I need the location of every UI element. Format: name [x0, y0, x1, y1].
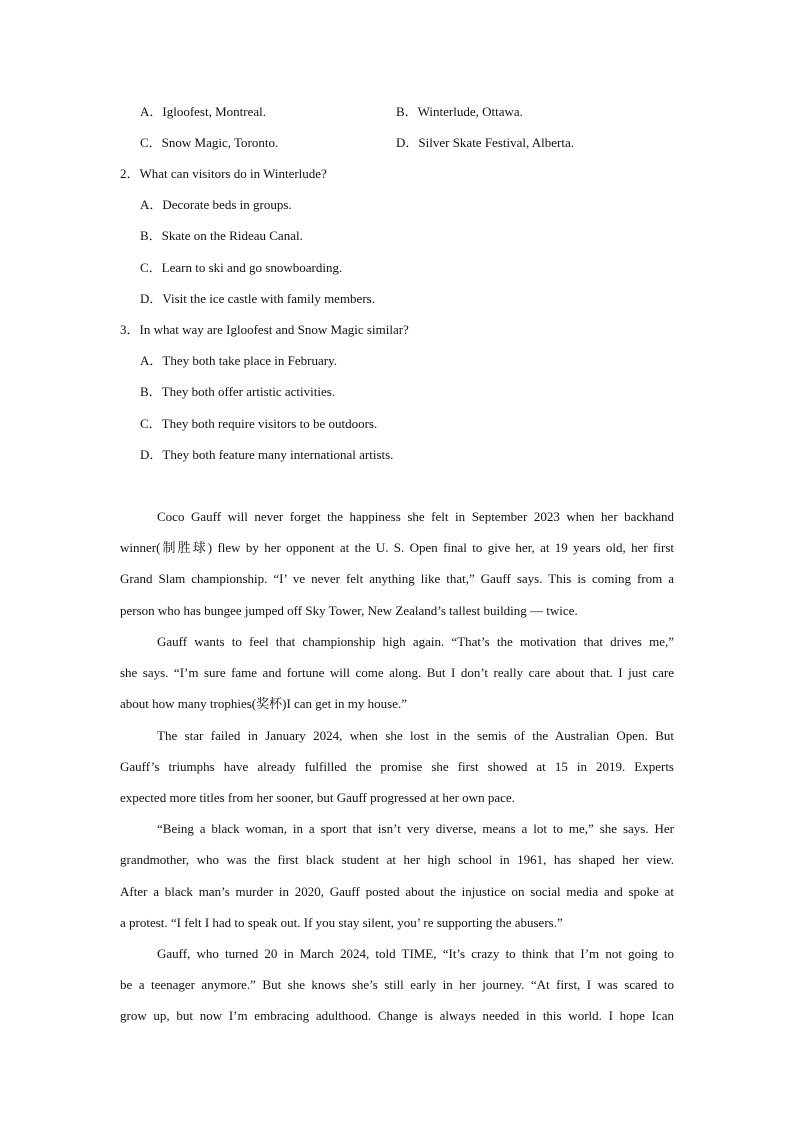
passage-line: Grand Slam championship. “I’ ve never felt anything like that,” Gauff says. This is coming from a	[120, 571, 674, 586]
passage-line: grandmother, who was the first black student at her high school in 1961, has shaped her view.	[120, 852, 674, 867]
passage-line: winner(制胜球) flew by her opponent at the U. S. Open final to give her, at 19 years old, her first	[120, 540, 674, 555]
passage-line: Coco Gauff will never forget the happiness she felt in September 2023 when her backhand	[157, 509, 674, 524]
q1-option-a: A．Igloofest, Montreal.	[140, 104, 267, 119]
q3-question: 3．In what way are Igloofest and Snow Magic similar?	[120, 322, 409, 337]
q2-option-c: C．Learn to ski and go snowboarding.	[140, 260, 343, 275]
passage-line: Gauff wants to feel that championship high again. “That’s the motivation that drives me,”	[157, 634, 674, 649]
passage-line: expected more titles from her sooner, but Gauff progressed at her own pace.	[120, 790, 515, 805]
q2-option-a: A．Decorate beds in groups.	[140, 197, 292, 212]
q3-option-b: B．They both offer artistic activities.	[140, 384, 336, 399]
passage-line: be a teenager anymore.” But she knows she’s still early in her journey. “At first, I was scared to	[120, 977, 674, 992]
passage-line: After a black man’s murder in 2020, Gauff posted about the injustice on social media and spoke at	[120, 884, 674, 899]
q1-option-d: D．Silver Skate Festival, Alberta.	[396, 135, 575, 150]
passage-line: person who has bungee jumped off Sky Tower, New Zealand’s tallest building — twice.	[120, 603, 578, 618]
q3-option-a: A．They both take place in February.	[140, 353, 337, 368]
passage-line: a protest. “I felt I had to speak out. If you stay silent, you’ re supporting the abusers.”	[120, 915, 563, 930]
passage-line: she says. “I’m sure fame and fortune will come along. But I don’t really care about that. I just care	[120, 665, 674, 680]
passage-line: Gauff, who turned 20 in March 2024, told TIME, “It’s crazy to think that I’m not going to	[157, 946, 674, 961]
q2-option-b: B．Skate on the Rideau Canal.	[140, 228, 303, 243]
q2-option-d: D．Visit the ice castle with family members.	[140, 291, 375, 306]
q3-option-c: C．They both require visitors to be outdoors.	[140, 416, 378, 431]
q1-option-c: C．Snow Magic, Toronto.	[140, 135, 279, 150]
q3-option-d: D．They both feature many international artists.	[140, 447, 394, 462]
q1-option-b: B．Winterlude, Ottawa.	[396, 104, 523, 119]
passage-line: about how many trophies(奖杯)I can get in my house.”	[120, 696, 408, 711]
q2-question: 2．What can visitors do in Winterlude?	[120, 166, 327, 181]
passage-line: Gauff’s triumphs have already fulfilled the promise she first showed at 15 in 2019. Experts	[120, 759, 674, 774]
passage-line: grow up, but now I’m embracing adulthood. Change is always needed in this world. I hope Ican	[120, 1008, 674, 1023]
passage-line: “Being a black woman, in a sport that isn’t very diverse, means a lot to me,” she says. Her	[157, 821, 674, 836]
passage-line: The star failed in January 2024, when she lost in the semis of the Australian Open. But	[157, 728, 674, 743]
